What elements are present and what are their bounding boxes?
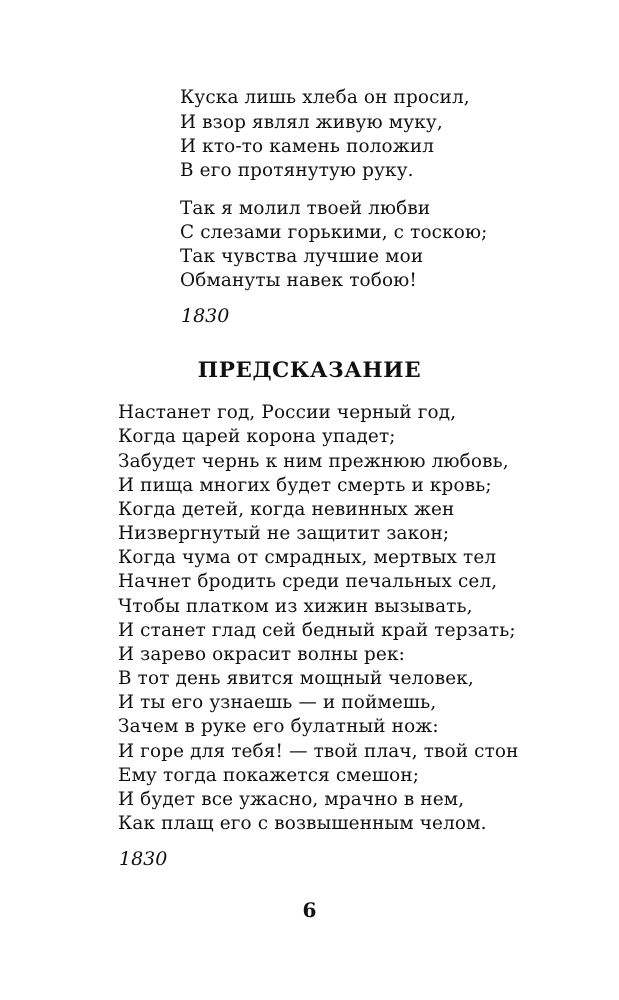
verse-line: В тот день явится мощный человек, [118, 668, 474, 689]
verse-line: И взор являл живую муку, [180, 112, 443, 133]
page-number: 6 [302, 898, 317, 922]
verse-line: Зачем в руке его булатный нож: [118, 716, 439, 737]
verse-line: Как плащ его с возвышенным челом. [118, 813, 487, 834]
verse-line: Так чувства лучшие мои [180, 246, 424, 267]
verse-line: И зарево окрасит волны рек: [118, 644, 405, 665]
poem1-date: 1830 [181, 305, 230, 327]
verse-line: В его протянутую руку. [180, 160, 414, 181]
verse-line: И пища многих будет смерть и кровь; [118, 475, 492, 496]
verse-line: Обмануты навек тобою! [180, 270, 417, 291]
verse-line: Начнет бродить среди печальных сел, [118, 571, 498, 592]
verse-line: Настанет год, России черный год, [118, 402, 457, 423]
verse-line: Забудет чернь к ним прежнюю любовь, [118, 451, 509, 472]
verse-line: Когда чума от смрадных, мертвых тел [118, 547, 497, 568]
verse-line: Когда царей корона упадет; [118, 426, 396, 447]
verse-line: И кто-то камень положил [180, 136, 435, 157]
poem2-date: 1830 [119, 848, 168, 870]
verse-line: И горе для тебя! — твой плач, твой стон [118, 741, 519, 762]
verse-line: Когда детей, когда невинных жен [118, 499, 455, 520]
verse-line: Чтобы платком из хижин вызывать, [118, 596, 473, 617]
verse-line: Куска лишь хлеба он просил, [180, 87, 470, 108]
verse-line: С слезами горькими, с тоскою; [180, 222, 488, 243]
verse-line: И будет все ужасно, мрачно в нем, [118, 789, 465, 810]
verse-line: Ему тогда покажется смешон; [118, 765, 420, 786]
poem2-title: ПРЕДСКАЗАНИЕ [197, 358, 422, 383]
verse-line: Низвергнутый не защитит закон; [118, 523, 450, 544]
verse-line: И ты его узнаешь — и поймешь, [118, 692, 437, 713]
verse-line: Так я молил твоей любви [180, 198, 431, 219]
verse-line: И станет глад сей бедный край терзать; [118, 620, 516, 641]
